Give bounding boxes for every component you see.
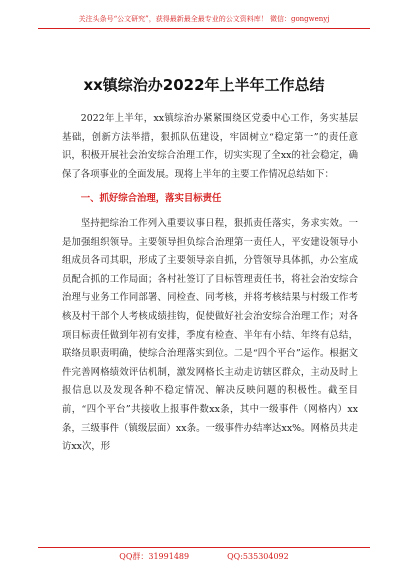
header-divider [38,28,370,29]
intro-paragraph: 2022年上半年，xx镇综治办紧紧围绕区党委中心工作，务实基层基础，创新方法举措，狠抓队伍建设，牢固树立“稳定第一”的责任意识，积极开展社会治安综合治理工作，切实实现了全xx的社会稳定，确保了各项事业的全面发展。现将上半年的主要工作情况总结如下： [62,113,358,180]
footer-divider [38,547,370,548]
footer-contact [38,551,370,563]
header-banner: 关注头条号“公文研究”，获得最新最全最专业的公文资料库！ 微信：gongwenyj [78,15,330,23]
qq-text: QQ:535304092 [227,552,289,561]
document-title: xx镇综治办2022年上半年工作总结 [83,76,325,94]
qq-group-text: QQ群：31991489 [119,552,190,561]
section-heading: 一、抓好综合治理，落实目标责任 [80,193,222,205]
document-body [62,110,358,457]
section-paragraph: 坚持把综治工作列入重要议事日程，狠抓责任落实，务求实效。一是加强组织领导。主要领导担负综合治理第一责任人，平安建设领导小组成员各司其职，形成了主要领导亲自抓，分管领导具体抓，办公室成员配合抓的工作局面；各村社签订了目标管理责任书，将社会治安综合治理与业务工作同部署、同检查、同考核，并将考核结果与村级工作考核及村干部个人考核成绩挂钩，促使做好社会治安综合治理工作；对各项目标责任做到年初有安排，季度有检查、半年有小结、年终有总结，联络员职责明确，使综合治理落实到位。二是“四个平台”运作。根据文件完善网格绩效评估机制，激发网格长主动走访辖区群众，主动及时上报信息以及发现各种不稳定情况、解决反映问题的积极性。截至目前，“四个平台”共接收上报事件数xx条，其中一级事件（网格内）xx条，三级事件（镇级层面）xx条。一级事件办结率达xx%。网格员共走访xx次，形 [62,217,358,453]
